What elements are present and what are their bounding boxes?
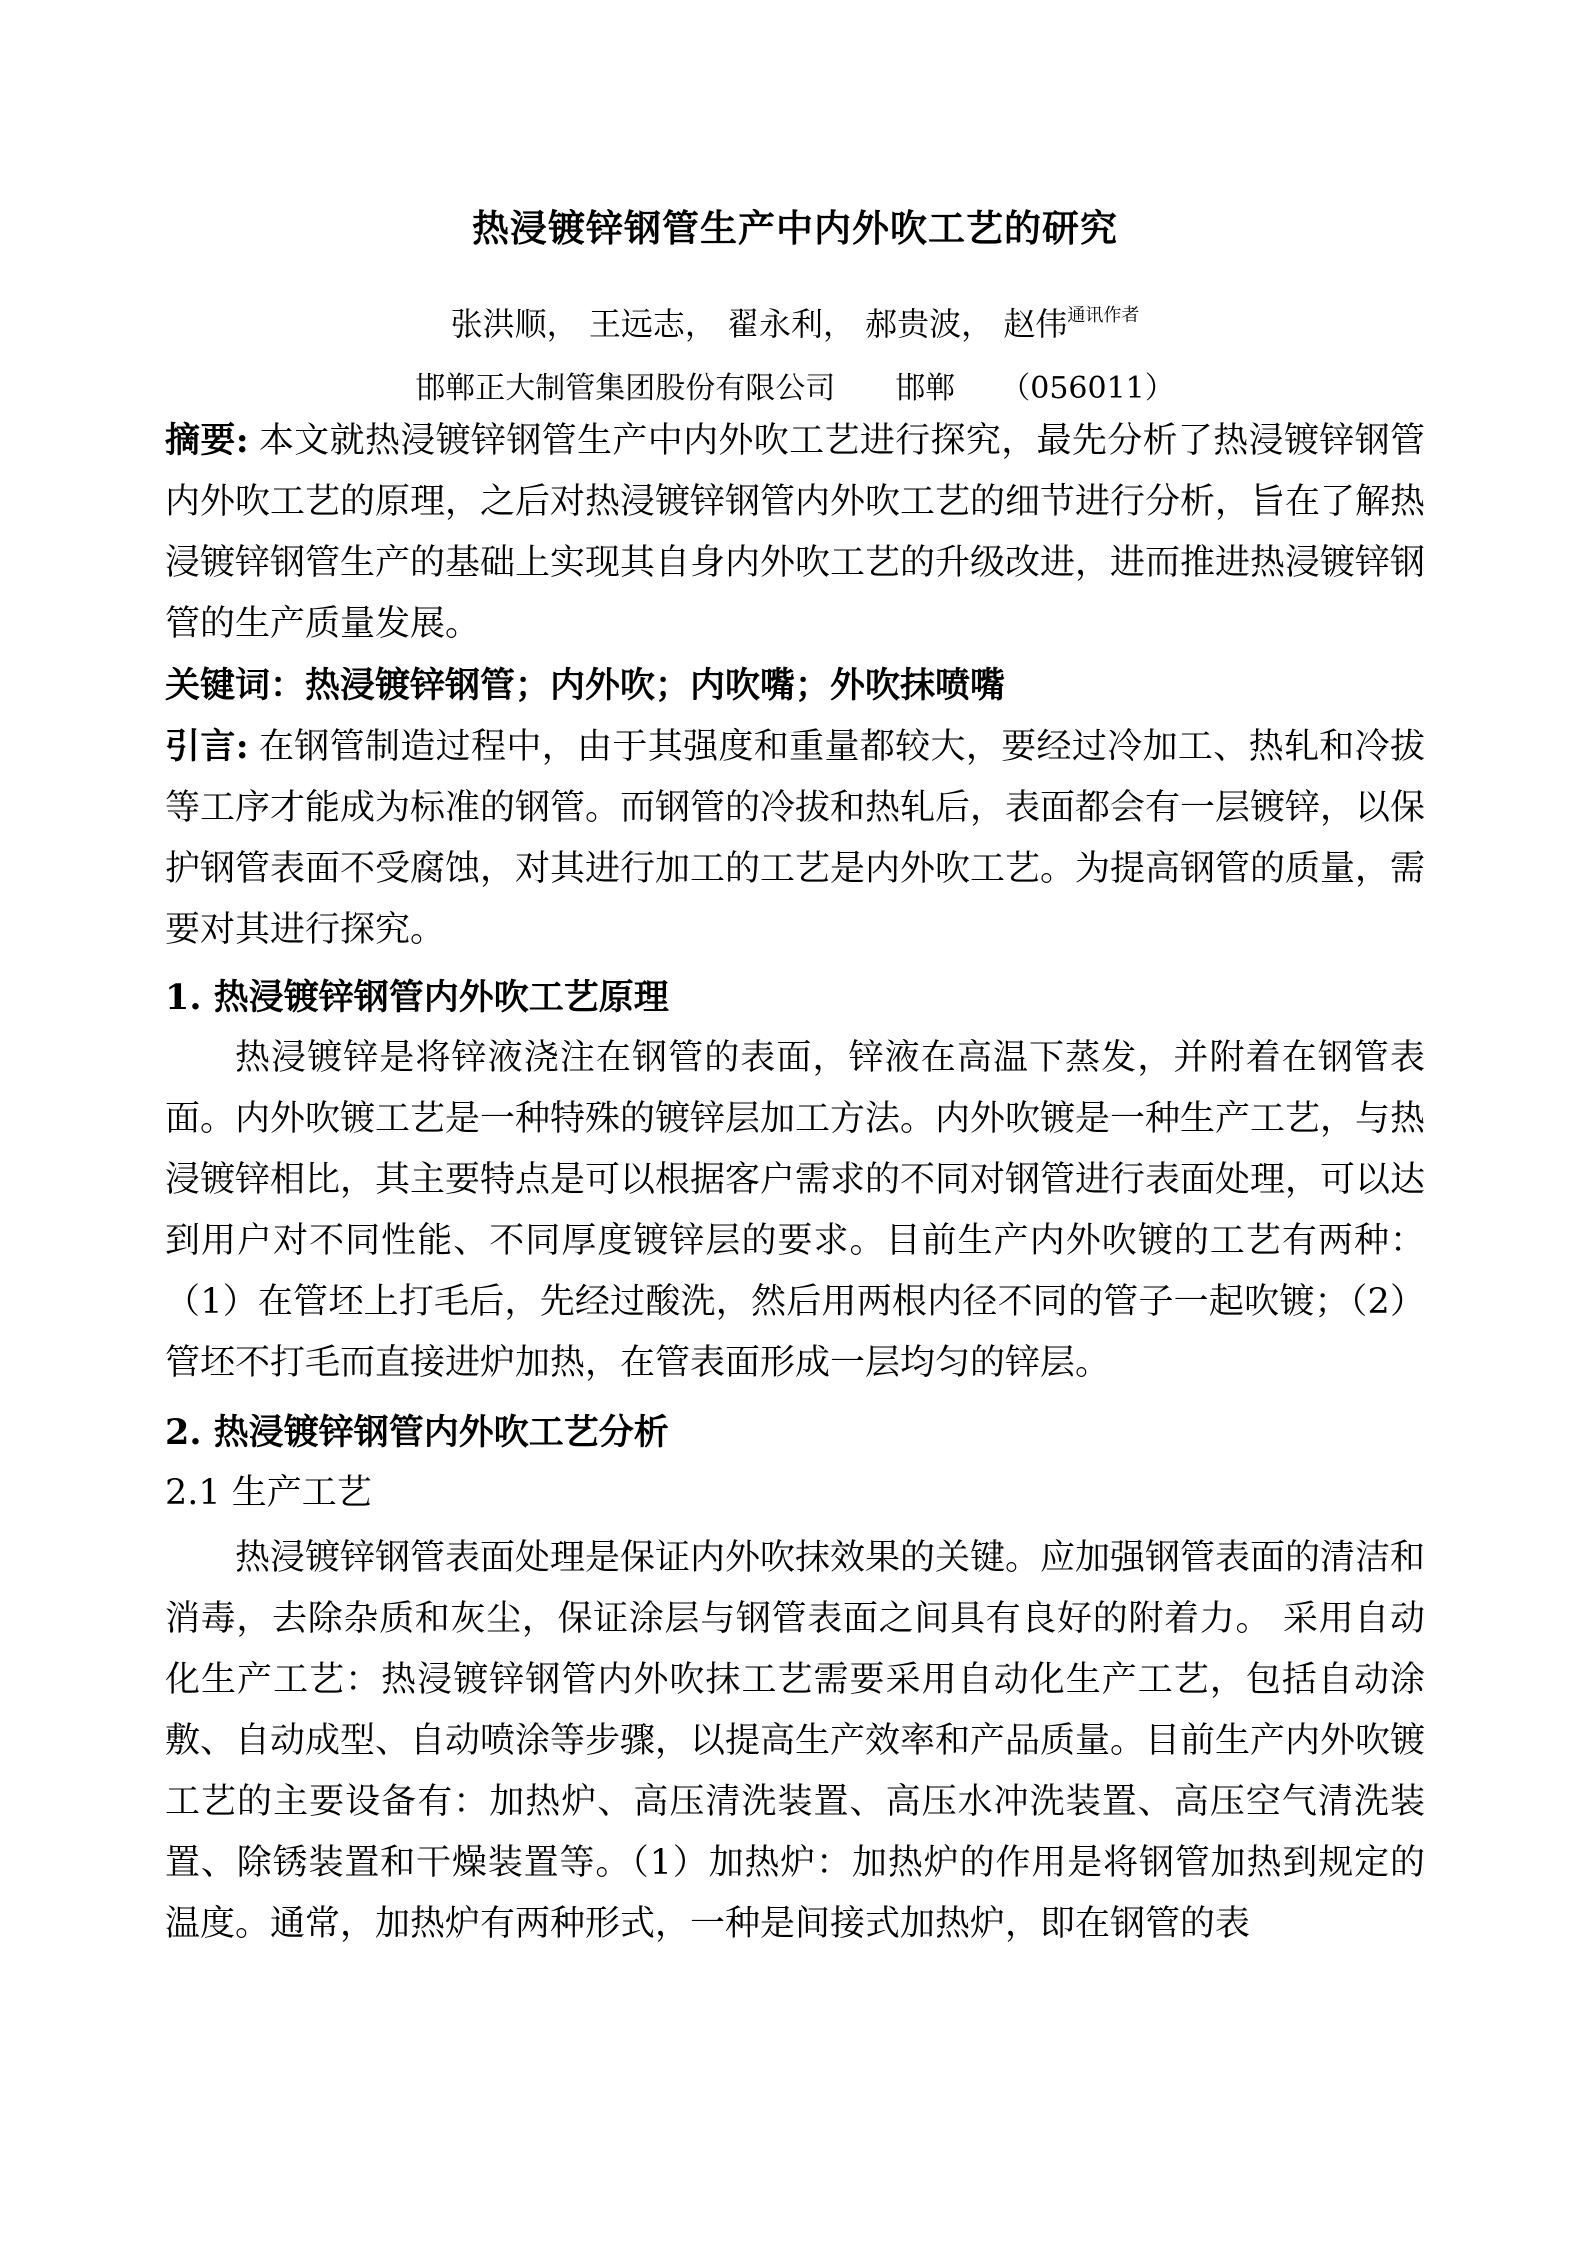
affiliation-line: 邯郸正大制管集团股份有限公司 邯郸 （056011）	[415, 371, 1175, 406]
abstract-text: 本文就热浸镀锌钢管生产中内外吹工艺进行探究，最先分析了热浸镀锌钢管内外吹工艺的原理，之后对热浸镀锌钢管内外吹工艺的细节进行分析，旨在了解热浸镀锌钢管生产的基础上实现其自身内外吹工艺的升级改进，进而推进热浸镀锌钢管的生产质量发展。	[165, 421, 1426, 644]
authors-names: 张洪顺， 王远志， 翟永利， 郝贵波， 赵伟	[450, 305, 1068, 343]
abstract-paragraph	[165, 410, 1425, 655]
section-2-1-heading: 2.1 生产工艺	[165, 1473, 372, 1513]
section-1-heading: 1. 热浸镀锌钢管内外吹工艺原理	[165, 977, 669, 1018]
introduction-text: 在钢管制造过程中，由于其强度和重量都较大，要经过冷加工、热轧和冷拔等工序才能成为标准的钢管。而钢管的冷拔和热轧后，表面都会有一层镀锌，以保护钢管表面不受腐蚀，对其进行加工的工艺是内外吹工艺。为提高钢管的质量，需要对其进行探究。	[165, 727, 1426, 950]
section-2-1-paragraph: 热浸镀锌钢管表面处理是保证内外吹抹效果的关键。应加强钢管表面的清洁和消毒，去除杂质和灰尘，保证涂层与钢管表面之间具有良好的附着力。 采用自动化生产工艺：热浸镀锌钢管内外吹抹工艺需要采用自动化生产工艺，包括自动涂敷、自动成型、自动喷涂等步骤，以提高生产效率和产品质量。目前生产内外吹镀工艺的主要设备有：加热炉、高压清洗装置、高压水冲洗装置、高压空气清洗装置、除锈装置和干燥装置等。（1）加热炉：加热炉的作用是将钢管加热到规定的温度。通常，加热炉有两种形式，一种是间接式加热炉，即在钢管的表	[165, 1538, 1426, 1944]
paper-title: 热浸镀锌钢管生产中内外吹工艺的研究	[472, 206, 1118, 250]
introduction-paragraph	[165, 716, 1425, 961]
introduction-label: 引言:	[165, 726, 249, 767]
section-1-paragraph: 热浸镀锌是将锌液浇注在钢管的表面，锌液在高温下蒸发，并附着在钢管表面。内外吹镀工艺是一种特殊的镀锌层加工方法。内外吹镀是一种生产工艺，与热浸镀锌相比，其主要特点是可以根据客户需求的不同对钢管进行表面处理，可以达到用户对不同性能、不同厚度镀锌层的要求。目前生产内外吹镀的工艺有两种：（1）在管坯上打毛后，先经过酸洗，然后用两根内径不同的管子一起吹镀；（2）管坯不打毛而直接进炉加热，在管表面形成一层均匀的锌层。	[165, 1038, 1426, 1383]
section-2-heading: 2. 热浸镀锌钢管内外吹工艺分析	[165, 1412, 669, 1453]
authors-line	[165, 294, 1425, 346]
corresponding-author-superscript: 通讯作者	[1067, 305, 1140, 326]
keywords-line: 关键词：热浸镀锌钢管；内外吹；内吹嘴；外吹抹喷嘴	[165, 665, 1006, 706]
abstract-label: 摘要:	[165, 420, 249, 461]
